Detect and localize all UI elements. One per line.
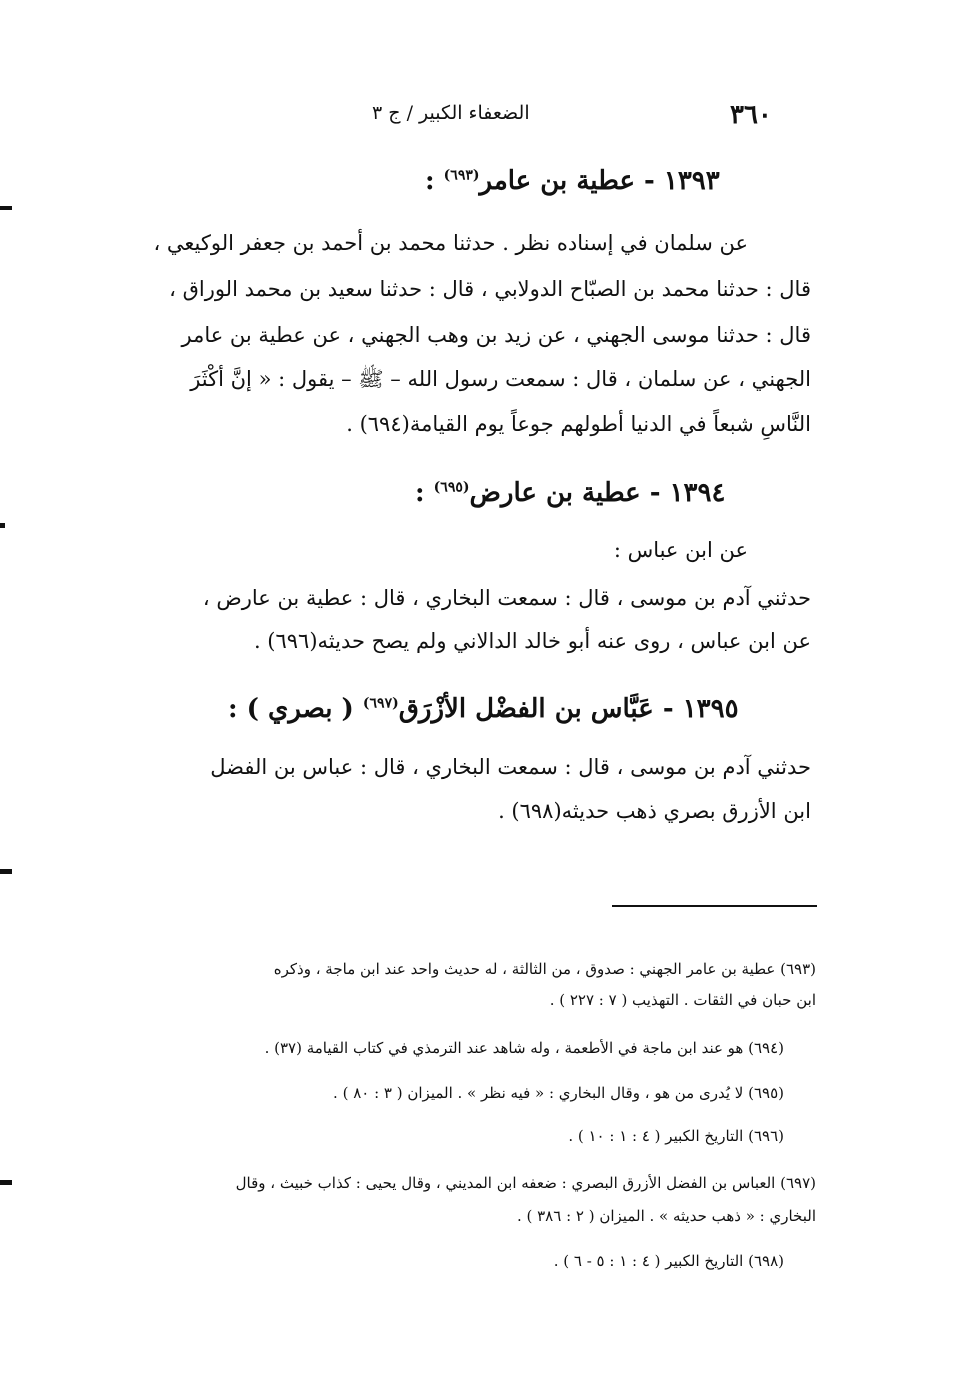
footnote-693-line: (٦٩٣) عطية بن عامر الجهني : صدوق ، من الثالثة ، له حديث واحد عند ابن ماجة ، وذكره [273, 960, 816, 978]
scan-edge-mark [0, 869, 12, 874]
footnote-ref: (٦٩٣) [443, 167, 480, 184]
entry-heading-text: ١٣٩٣ - عطية بن عامر [479, 166, 720, 196]
entry-heading-tail: ( بصري ) : [228, 694, 354, 724]
text-line: عن سلمان في إسناده نظر . حدثنا محمد بن أحمد بن جعفر الوكيعي ، [153, 231, 748, 255]
text-line: الجهني ، عن سلمان ، قال : سمعت رسول الله – ﷺ – يقول : « إنَّ أكْثَرَ [190, 367, 811, 391]
text-line: عن ابن عباس ، روى عنه أبو خالد الدالاني ولم يصح حديثه(٦٩٦) . [253, 629, 811, 653]
scan-edge-mark [0, 1180, 12, 1185]
footnote-694: (٦٩٤) هو عند ابن ماجة في الأطعمة ، وله شاهد عند الترمذي في كتاب القيامة (٣٧) . [264, 1039, 784, 1057]
scan-edge-mark [0, 206, 12, 210]
scan-edge-mark [0, 523, 5, 528]
footnote-693-line: ابن حبان في الثقات . التهذيب ( ٧ : ٢٢٧ ) . [549, 991, 816, 1009]
entry-heading-tail: : [425, 166, 435, 196]
text-line: ابن الأزرق بصري ذهب حديثه(٦٩٨) . [498, 799, 811, 823]
entry-heading-1393 [425, 166, 720, 196]
footnote-698: (٦٩٨) التاريخ الكبير ( ٤ : ١ : ٥ - ٦ ) . [553, 1252, 784, 1270]
footnote-697-line: (٦٩٧) العباس بن الفضل الأزرق البصري : ضعفه ابن المديني ، وقال يحيى : كذاب خبيث ، وقال [235, 1174, 816, 1192]
footnote-separator [612, 905, 817, 907]
page-number: ٣٦٠ [730, 100, 772, 130]
text-line: حدثني آدم بن موسى ، قال : سمعت البخاري ، قال : عباس بن الفضل [210, 755, 811, 779]
footnote-ref: (٦٩٧) [362, 695, 399, 712]
footnote-697-line: البخاري : « ذهب حديثه » . الميزان ( ٢ : ٣٨٦ ) . [516, 1207, 816, 1225]
text-line: عن ابن عباس : [613, 538, 748, 562]
text-line: قال : حدثنا محمد بن الصبّاح الدولابي ، قال : حدثنا سعيد بن محمد الوراق ، [169, 277, 811, 301]
entry-heading-1394 [415, 478, 725, 508]
entry-heading-text: ١٣٩٥ - عَبَّاس بن الفضْل الأزْرَق [398, 694, 739, 724]
footnote-695: (٦٩٥) لا يُدرى من هو ، وقال البخاري : « فيه نظر » . الميزان ( ٣ : ٨٠ ) . [333, 1084, 784, 1102]
entry-heading-tail: : [415, 478, 425, 508]
footnote-ref: (٦٩٥) [433, 479, 470, 496]
entry-heading-1395 [228, 694, 739, 724]
footnote-696: (٦٩٦) التاريخ الكبير ( ٤ : ١ : ١٠ ) . [568, 1127, 784, 1145]
running-title: الضعفاء الكبير / ج ٣ [372, 102, 530, 124]
text-line: حدثني آدم بن موسى ، قال : سمعت البخاري ، قال : عطية بن عارض ، [202, 586, 811, 610]
entry-heading-text: ١٣٩٤ - عطية بن عارض [469, 478, 726, 508]
text-line: النَّاسِ شبعاً في الدنيا أطولهم جوعاً يوم القيامة(٦٩٤) . [346, 412, 811, 436]
text-line: قال : حدثنا موسى الجهني ، عن زيد بن وهب الجهني ، عن عطية بن عامر [181, 323, 811, 347]
